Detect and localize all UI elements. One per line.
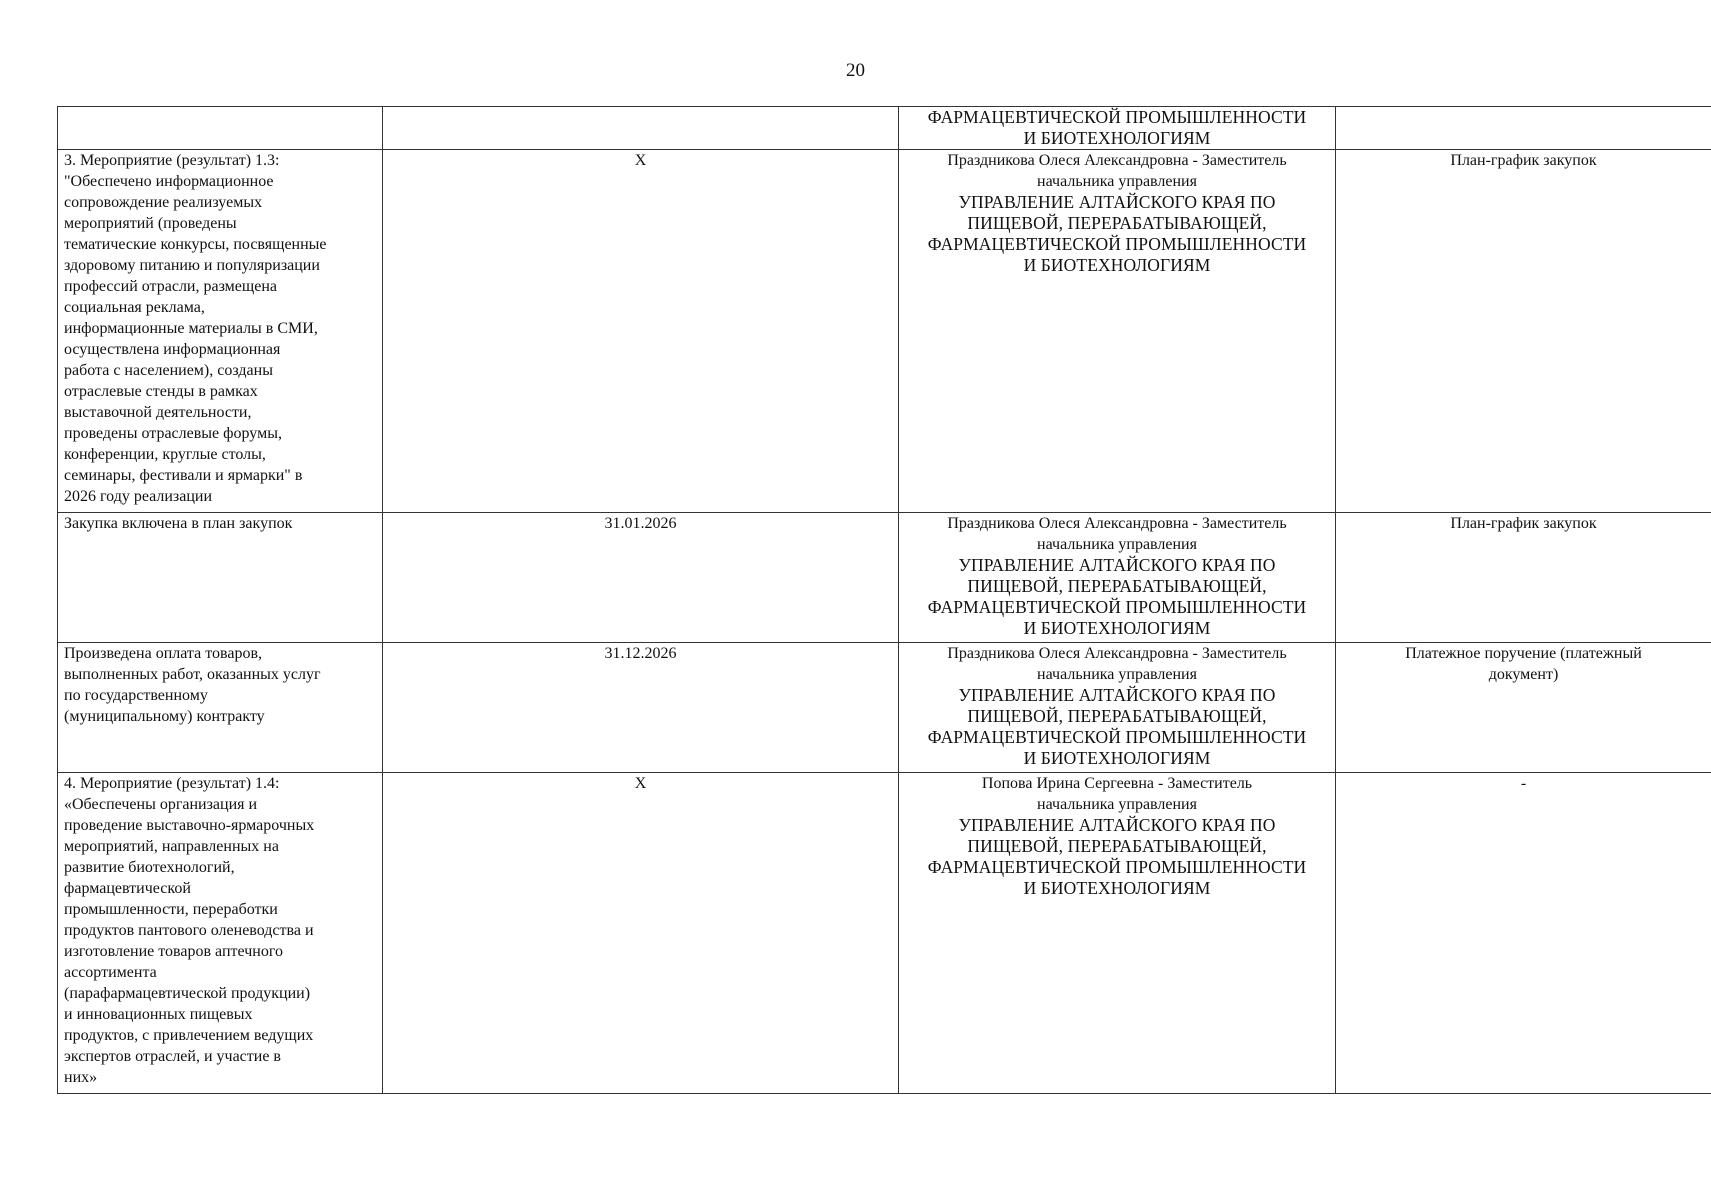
responsible-org-line: УПРАВЛЕНИЕ АЛТАЙСКОГО КРАЯ ПО — [958, 815, 1276, 835]
deadline-text: X — [634, 775, 647, 792]
responsible-org-line: УПРАВЛЕНИЕ АЛТАЙСКОГО КРАЯ ПО — [958, 192, 1276, 212]
responsible-position: начальника управления — [1037, 536, 1197, 553]
deadline-text: 31.01.2026 — [604, 515, 677, 532]
plan-table-body — [58, 107, 1711, 1094]
responsible-org — [905, 815, 1329, 899]
event-cell — [58, 107, 383, 150]
deadline-text: X — [634, 152, 647, 169]
responsible-org-line: И БИОТЕХНОЛОГИЯМ — [1023, 618, 1211, 638]
responsible-person: Попова Ирина Сергеевна - Заместитель — [981, 775, 1253, 792]
deadline-cell — [383, 773, 899, 1094]
responsible-org-line: ПИЩЕВОЙ, ПЕРЕРАБАТЫВАЮЩЕЙ, — [967, 836, 1267, 856]
responsible-cell — [899, 643, 1336, 773]
responsible-org-line: ФАРМАЦЕВТИЧЕСКОЙ ПРОМЫШЛЕННОСТИ — [927, 597, 1307, 617]
document-cell — [1336, 643, 1711, 773]
responsible-org-line: И БИОТЕХНОЛОГИЯМ — [1023, 878, 1211, 898]
event-text: Произведена оплата товаров, выполненных работ, оказанных услуг по государственному (муниципальному) контракту — [64, 645, 321, 725]
page-number: 20 — [846, 60, 865, 81]
responsible-person-block — [905, 513, 1329, 555]
responsible-org-line: ФАРМАЦЕВТИЧЕСКОЙ ПРОМЫШЛЕННОСТИ — [927, 107, 1307, 127]
table-row — [58, 107, 1711, 150]
event-text: 3. Мероприятие (результат) 1.3: "Обеспечено информационное сопровождение реализуемых мероприятий (проведены тематические конкурсы, посвященные здоровому питанию и популяризации профессий отрасли, размещена социальная реклама, информационные материалы в СМИ, осуществлена информационная работа с населением), созданы отраслевые стенды в рамках выставочной деятельности, проведены отраслевые форумы, конференции, круглые столы, семинары, фестивали и ярмарки" в 2026 году реализации — [64, 152, 327, 505]
responsible-org — [905, 192, 1329, 276]
responsible-org-line: УПРАВЛЕНИЕ АЛТАЙСКОГО КРАЯ ПО — [958, 555, 1276, 575]
responsible-cell — [899, 513, 1336, 643]
document-text: План-график закупок — [1450, 152, 1597, 169]
deadline-cell — [383, 150, 899, 513]
responsible-position: начальника управления — [1037, 796, 1197, 813]
event-text: Закупка включена в план закупок — [64, 515, 293, 532]
responsible-org-line: ФАРМАЦЕВТИЧЕСКОЙ ПРОМЫШЛЕННОСТИ — [927, 857, 1307, 877]
responsible-person-block — [905, 150, 1329, 192]
document-cell — [1336, 773, 1711, 1094]
responsible-org-line: И БИОТЕХНОЛОГИЯМ — [1023, 748, 1211, 768]
responsible-position: начальника управления — [1037, 666, 1197, 683]
responsible-person-block — [905, 773, 1329, 815]
responsible-cell — [899, 107, 1336, 150]
responsible-org-line: ПИЩЕВОЙ, ПЕРЕРАБАТЫВАЮЩЕЙ, — [967, 576, 1267, 596]
responsible-position: начальника управления — [1037, 173, 1197, 190]
responsible-org-line: УПРАВЛЕНИЕ АЛТАЙСКОГО КРАЯ ПО — [958, 685, 1276, 705]
responsible-person-block — [905, 643, 1329, 685]
document-cell — [1336, 513, 1711, 643]
responsible-person: Праздникова Олеся Александровна - Заместитель — [947, 152, 1287, 169]
document-text: Платежное поручение (платежный документ) — [1405, 645, 1642, 683]
responsible-org — [905, 107, 1329, 149]
responsible-org-line: ПИЩЕВОЙ, ПЕРЕРАБАТЫВАЮЩЕЙ, — [967, 213, 1267, 233]
responsible-org — [905, 685, 1329, 769]
table-row — [58, 643, 1711, 773]
responsible-org — [905, 555, 1329, 639]
responsible-cell — [899, 150, 1336, 513]
event-cell — [58, 773, 383, 1094]
responsible-person: Праздникова Олеся Александровна - Заместитель — [947, 645, 1287, 662]
responsible-org-line: И БИОТЕХНОЛОГИЯМ — [1023, 255, 1211, 275]
deadline-text: 31.12.2026 — [604, 645, 677, 662]
responsible-org-line: ФАРМАЦЕВТИЧЕСКОЙ ПРОМЫШЛЕННОСТИ — [927, 234, 1307, 254]
document-text: - — [1520, 775, 1527, 792]
event-cell — [58, 513, 383, 643]
event-cell — [58, 150, 383, 513]
plan-table — [57, 106, 1711, 1094]
responsible-org-line: ПИЩЕВОЙ, ПЕРЕРАБАТЫВАЮЩЕЙ, — [967, 706, 1267, 726]
event-cell — [58, 643, 383, 773]
table-row — [58, 773, 1711, 1094]
table-row — [58, 150, 1711, 513]
table-row — [58, 513, 1711, 643]
document-cell — [1336, 150, 1711, 513]
responsible-cell — [899, 773, 1336, 1094]
event-text: 4. Мероприятие (результат) 1.4: «Обеспечены организация и проведение выставочно-ярмарочных мероприятий, направленных на развитие биотехнологий, фармацевтической промышленности, переработки продуктов пантового оленеводства и изготовление товаров аптечного ассортимента (парафармацевтической продукции) и инновационных пищевых продуктов, с привлечением ведущих экспертов отраслей, и участие в них» — [64, 775, 315, 1086]
responsible-org-line: ФАРМАЦЕВТИЧЕСКОЙ ПРОМЫШЛЕННОСТИ — [927, 727, 1307, 747]
responsible-org-line: И БИОТЕХНОЛОГИЯМ — [1023, 128, 1211, 148]
document-cell — [1336, 107, 1711, 150]
deadline-cell — [383, 513, 899, 643]
deadline-cell — [383, 107, 899, 150]
document-text: План-график закупок — [1450, 515, 1597, 532]
responsible-person: Праздникова Олеся Александровна - Заместитель — [947, 515, 1287, 532]
deadline-cell — [383, 643, 899, 773]
